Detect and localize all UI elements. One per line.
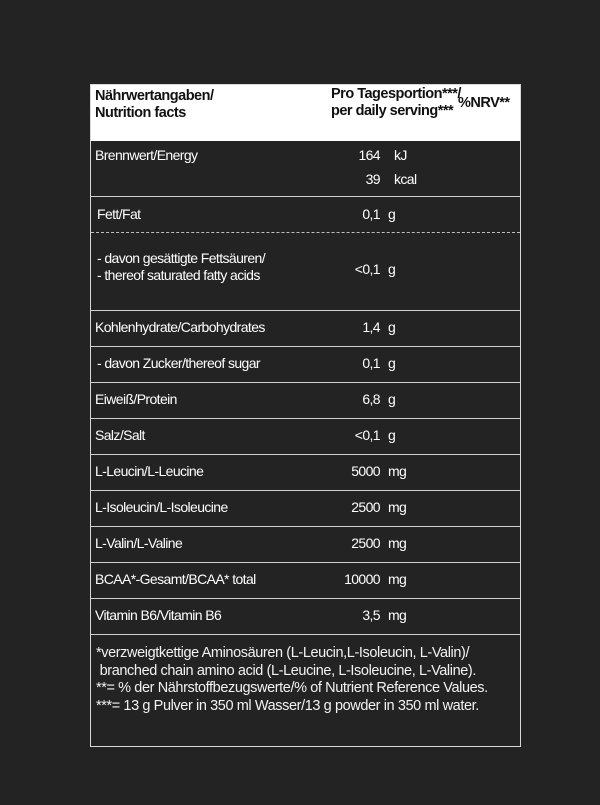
row-value-secondary: 39 — [365, 171, 380, 187]
row-unit: mg — [388, 499, 407, 515]
table-row-valine — [91, 526, 520, 563]
row-value: 10000 — [344, 571, 380, 587]
row-value: 3,5 — [362, 607, 380, 623]
row-unit: mg — [388, 571, 407, 587]
row-unit-secondary: kcal — [394, 171, 417, 187]
footnotes — [96, 645, 516, 715]
row-label: L-Isoleucin/L-Isoleucine — [95, 499, 228, 515]
row-value: <0,1 — [354, 427, 380, 443]
row-label: Kohlenhydrate/Carbohydrates — [95, 319, 265, 335]
header-label-line2: Nutrition facts — [95, 105, 186, 121]
row-unit: g — [388, 391, 396, 407]
table-row-isoleucine — [91, 490, 520, 527]
row-label: BCAA*-Gesamt/BCAA* total — [95, 571, 256, 587]
table-row-sugar — [91, 346, 520, 383]
row-label — [97, 250, 265, 284]
table-row-fat — [91, 196, 520, 233]
row-label: Eiweiß/Protein — [95, 391, 177, 407]
row-unit: mg — [388, 607, 407, 623]
table-row-leucine — [91, 454, 520, 491]
row-label-line1: - davon gesättigte Fettsäuren/ — [97, 250, 265, 266]
row-unit: g — [388, 206, 396, 222]
header-serving-line1: Pro Tagesportion***/ — [331, 86, 461, 102]
footnote-serving: ***= 13 g Pulver in 350 ml Wasser/13 g powder in 350 ml water. — [96, 697, 479, 714]
table-row-salt — [91, 418, 520, 455]
header-label-line1: Nährwertangaben/ — [95, 88, 214, 104]
footnote-bcaa-english: branched chain amino acid (L-Leucine, L-Isoleucine, L-Valine). — [96, 662, 476, 679]
row-unit: g — [388, 355, 396, 371]
header-serving-line2: per daily serving*** — [331, 103, 454, 119]
table-row-carbohydrates — [91, 310, 520, 347]
row-label-line2: - thereof saturated fatty acids — [97, 267, 260, 283]
row-value: 2500 — [351, 499, 380, 515]
row-label: Salz/Salt — [95, 427, 145, 443]
table-row-vitamin-b6 — [91, 598, 520, 635]
nutrition-table — [90, 84, 521, 747]
header-nutrition-facts — [95, 88, 214, 122]
header-nrv: %NRV** — [458, 95, 510, 111]
table-row-bcaa-total — [91, 562, 520, 599]
table-row-energy — [91, 141, 520, 197]
row-unit: kJ — [394, 147, 407, 163]
row-unit: g — [388, 427, 396, 443]
table-header — [91, 85, 520, 141]
row-label: Vitamin B6/Vitamin B6 — [95, 607, 222, 623]
header-per-serving — [331, 86, 461, 120]
row-value: 164 — [358, 147, 380, 163]
row-unit: g — [388, 261, 396, 277]
row-label: L-Leucin/L-Leucine — [95, 463, 204, 479]
row-value: 2500 — [351, 535, 380, 551]
row-unit: mg — [388, 463, 407, 479]
row-value: 0,1 — [362, 355, 380, 371]
row-label: Fett/Fat — [97, 206, 141, 222]
row-label: Brennwert/Energy — [95, 147, 198, 163]
footnote-bcaa: *verzweigtkettige Aminosäuren (L-Leucin,L-Isoleucin, L-Valin)/ — [96, 645, 470, 661]
table-row-saturated-fat — [91, 232, 520, 311]
row-value: <0,1 — [354, 261, 380, 277]
footnote-nrv: **= % der Nährstoffbezugswerte/% of Nutrient Reference Values. — [96, 680, 488, 696]
row-value: 1,4 — [362, 319, 380, 335]
table-row-protein — [91, 382, 520, 419]
row-unit: mg — [388, 535, 407, 551]
row-value: 6,8 — [362, 391, 380, 407]
row-unit: g — [388, 319, 396, 335]
row-label: L-Valin/L-Valine — [95, 535, 183, 551]
row-value: 5000 — [351, 463, 380, 479]
row-label: - davon Zucker/thereof sugar — [97, 355, 260, 371]
row-value: 0,1 — [362, 206, 380, 222]
